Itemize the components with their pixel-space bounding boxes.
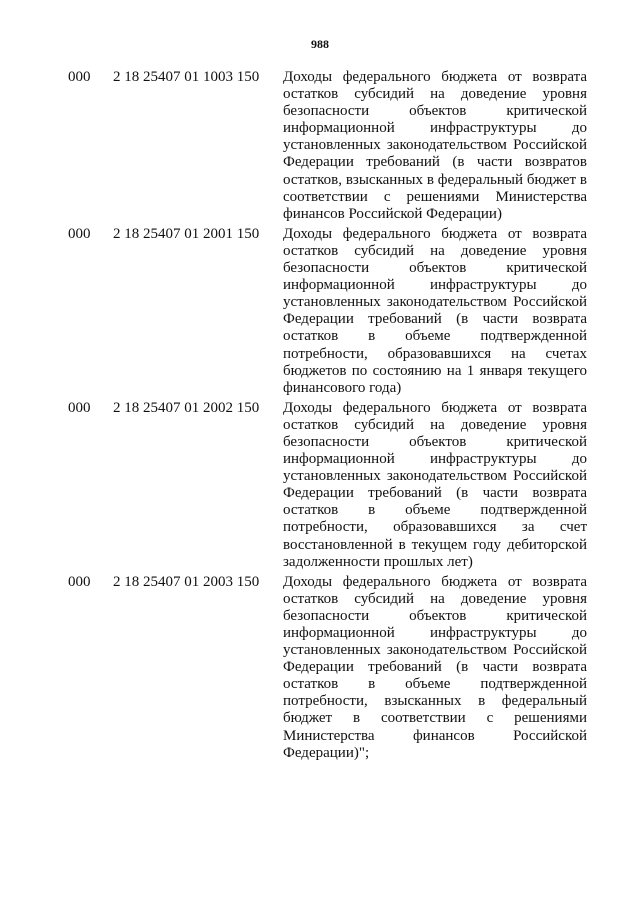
description-line: остатков в объеме подтвержденной	[283, 502, 587, 519]
entry-description	[283, 226, 587, 397]
description-line: Федерации требований (в части возврата	[283, 659, 587, 676]
description-line: безопасности объектов критической	[283, 607, 587, 624]
description-line: информационной инфраструктуры до	[283, 277, 587, 294]
description-line: Доходы федерального бюджета от возврата	[283, 573, 587, 590]
description-line: потребности, образовавшихся на счетах	[283, 345, 587, 362]
entry-description	[283, 69, 587, 223]
description-line: соответствии с решениями Министерства	[283, 188, 587, 205]
admin-code: 000	[68, 573, 91, 590]
budget-classification-code: 2 18 25407 01 2001 150	[113, 225, 260, 242]
description-line: Министерства финансов Российской	[283, 727, 587, 744]
description-line: Доходы федерального бюджета от возврата	[283, 399, 587, 416]
budget-classification-code: 2 18 25407 01 1003 150	[113, 69, 260, 85]
description-line: установленных законодательством Российской	[283, 137, 587, 154]
description-line: потребности, образовавшихся за счет	[283, 519, 587, 536]
description-line: бюджетов по состоянию на 1 января текущего	[283, 362, 587, 379]
description-line: задолженности прошлых лет)	[283, 553, 473, 570]
description-line: информационной инфраструктуры до	[283, 120, 587, 137]
admin-code: 000	[68, 399, 91, 416]
description-line: безопасности объектов критической	[283, 103, 587, 120]
budget-code-list	[0, 69, 640, 762]
admin-code: 000	[68, 225, 91, 242]
budget-entry-3	[0, 400, 640, 571]
budget-entry-4	[0, 574, 640, 762]
description-line: безопасности объектов критической	[283, 260, 587, 277]
description-line: Федерации требований (в части возврата	[283, 311, 587, 328]
description-line: восстановленной в текущем году дебиторской	[283, 536, 587, 553]
description-line: Доходы федерального бюджета от возврата	[283, 69, 587, 85]
description-line: остатков субсидий на доведение уровня	[283, 242, 587, 259]
description-line: остатков в объеме подтвержденной	[283, 676, 587, 693]
description-line: остатков в объеме подтвержденной	[283, 328, 587, 345]
description-line: Доходы федерального бюджета от возврата	[283, 225, 587, 242]
budget-classification-code: 2 18 25407 01 2002 150	[113, 399, 260, 416]
description-line: остатков субсидий на доведение уровня	[283, 86, 587, 103]
description-line: информационной инфраструктуры до	[283, 451, 587, 468]
entry-description	[283, 574, 587, 762]
page-number: 988	[311, 37, 329, 51]
description-line: Федерации требований (в части возвратов	[283, 154, 587, 171]
description-line: установленных законодательством Российской	[283, 642, 587, 659]
description-line: финансов Российской Федерации)	[283, 205, 502, 222]
description-line: финансового года)	[283, 379, 402, 396]
description-line: остатков субсидий на доведение уровня	[283, 416, 587, 433]
description-line: потребности, взысканных в федеральный	[283, 693, 587, 710]
description-line: безопасности объектов критической	[283, 433, 587, 450]
description-line: остатков, взысканных в федеральный бюджет в	[283, 171, 587, 188]
description-line: Федерации)";	[283, 744, 370, 761]
admin-code: 000	[68, 69, 91, 85]
description-line: установленных законодательством Российской	[283, 468, 587, 485]
description-line: Федерации требований (в части возврата	[283, 485, 587, 502]
description-line: остатков субсидий на доведение уровня	[283, 590, 587, 607]
budget-entry-1	[0, 69, 640, 223]
budget-classification-code: 2 18 25407 01 2003 150	[113, 573, 260, 590]
entry-description	[283, 400, 587, 571]
description-line: информационной инфраструктуры до	[283, 625, 587, 641]
description-line: установленных законодательством Российской	[283, 294, 587, 311]
budget-entry-2	[0, 226, 640, 397]
description-line: бюджет в соответствии с решениями	[283, 710, 587, 727]
